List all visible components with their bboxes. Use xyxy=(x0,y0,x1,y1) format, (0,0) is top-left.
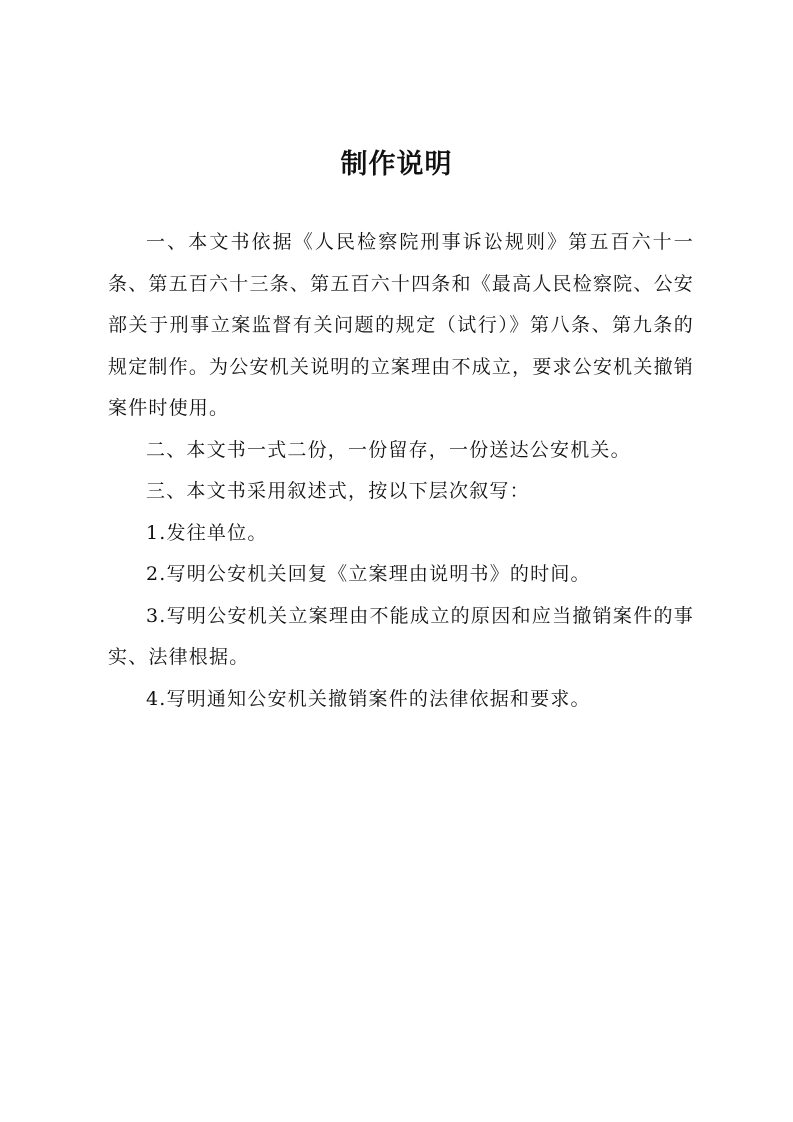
paragraph-item-2: 2.写明公安机关回复《立案理由说明书》的时间。 xyxy=(146,563,591,585)
document-body xyxy=(108,222,694,720)
paragraph-item-1: 1.发往单位。 xyxy=(146,521,268,544)
paragraph-basis: 一、本文书依据《人民检察院刑事诉讼规则》第五百六十一条、第五百六十三条、第五百六十四条和《最高人民检察院、公安部关于刑事立案监督有关问题的规定（试行）》第八条、第九条的规定制作。为公安机关说明的立案理由不成立，要求公安机关撤销案件时使用。 xyxy=(108,231,694,419)
paragraph-format: 三、本文书采用叙述式，按以下层次叙写： xyxy=(146,480,530,502)
paragraph-copies: 二、本文书一式二份，一份留存，一份送达公安机关。 xyxy=(146,438,631,461)
paragraph-item-3: 3.写明公安机关立案理由不能成立的原因和应当撤销案件的事实、法律根据。 xyxy=(108,604,694,668)
document-title: 制作说明 xyxy=(340,149,453,180)
paragraph-item-4: 4.写明通知公安机关撤销案件的法律依据和要求。 xyxy=(146,687,591,710)
